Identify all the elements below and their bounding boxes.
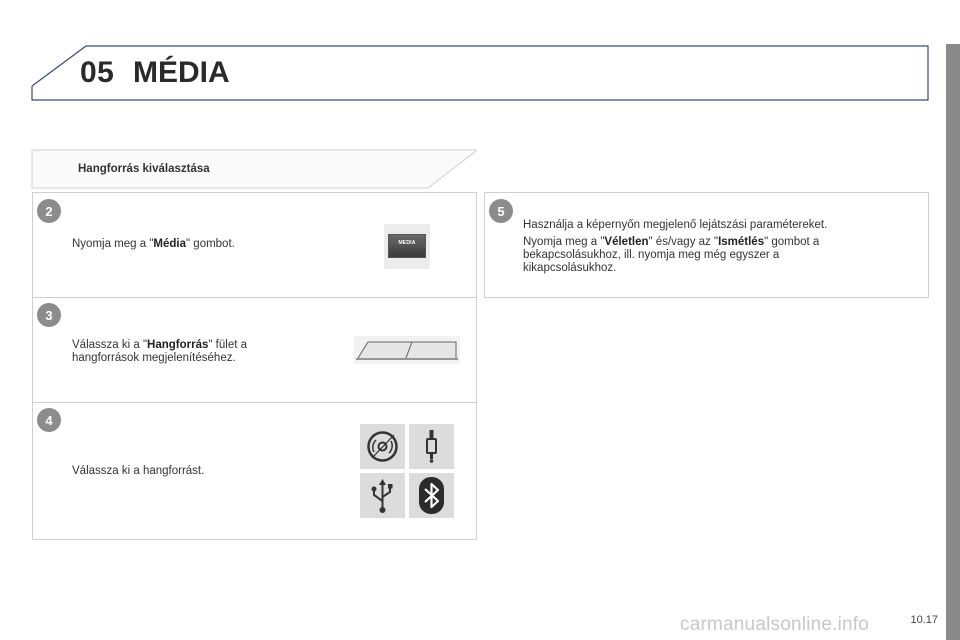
media-button-label: MEDIA: [398, 240, 416, 246]
step-2-text: Nyomja meg a "Média" gombot.: [72, 238, 235, 250]
step-3-badge: [36, 302, 62, 328]
step-4-text: Válassza ki a hangforrást.: [72, 465, 205, 477]
section-title: Hangforrás kiválasztása: [78, 163, 210, 175]
step-2-number: 2: [45, 204, 53, 219]
aux-jack-icon: [409, 424, 454, 469]
step-5-badge: [488, 198, 514, 224]
bluetooth-icon: [409, 473, 454, 518]
step-5-number: 5: [497, 204, 505, 219]
step-2-bold: Média: [153, 238, 187, 250]
side-tab-bar: [946, 44, 960, 640]
chapter-number: 05: [80, 56, 115, 89]
cd-icon: [360, 424, 405, 469]
step-5-bold-random: Véletlen: [604, 236, 649, 248]
step-4-number: 4: [45, 413, 53, 428]
media-button-illustration: [384, 224, 430, 269]
watermark: carmanualsonline.info: [680, 614, 870, 635]
step-4-badge: [36, 407, 62, 433]
section-title-frame: [0, 0, 480, 200]
step-5-bold-repeat: Ismétlés: [718, 236, 765, 248]
step-5-text-line1: Használja a képernyőn megjelenő lejátszási paramétereket.: [523, 219, 828, 231]
step-2-badge: [36, 198, 62, 224]
usb-icon: [360, 473, 405, 518]
step-3-number: 3: [45, 308, 53, 323]
step-5-text-line2: Nyomja meg a "Véletlen" és/vagy az "Ismétlés" gombot a bekapcsolásukhoz, ill. nyomja meg még egyszer a kikapcsolásukhoz.: [523, 236, 820, 274]
source-tab-illustration: [354, 336, 460, 364]
page-number: 10.17: [910, 614, 938, 626]
step-3-text: Válassza ki a "Hangforrás" fület a hangforrások megjelenítéséhez.: [72, 339, 247, 364]
chapter-title: MÉDIA: [133, 56, 230, 89]
step-3-bold: Hangforrás: [147, 339, 209, 351]
